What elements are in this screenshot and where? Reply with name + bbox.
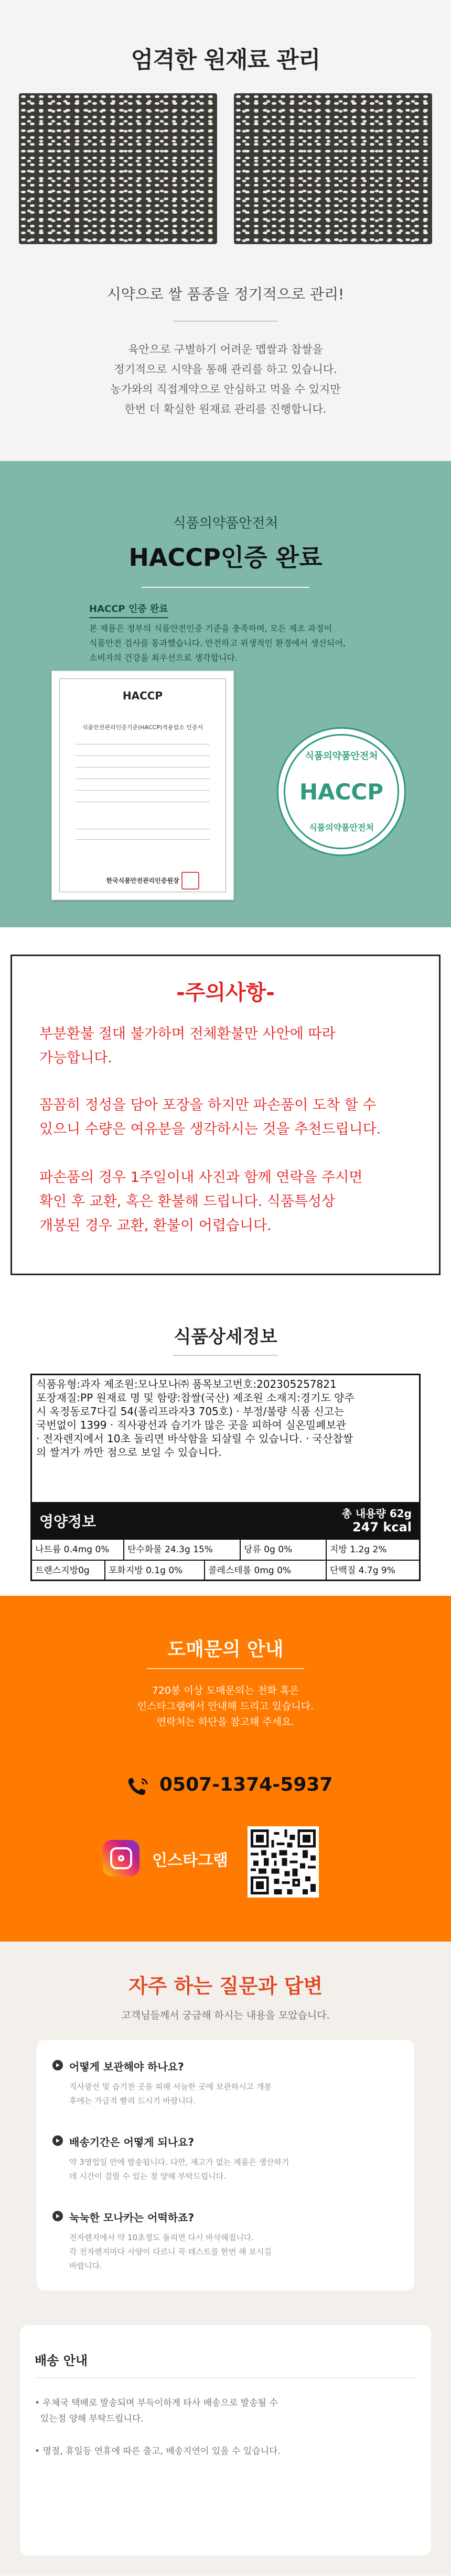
quality-body-line: 한번 더 확실한 원재료 관리를 진행합니다.: [124, 403, 327, 415]
haccp-badge: [277, 727, 406, 856]
nutrition-title: 식품상세정보: [174, 1327, 277, 1347]
delivery-section: [0, 2309, 451, 2575]
certificate-line: [76, 755, 210, 756]
quality-section: [0, 0, 451, 461]
faq-card: [37, 2040, 414, 2290]
certificate-border: [59, 678, 226, 892]
quality-divider: [173, 321, 278, 322]
faq-question: 어떻게 보관해야 하나요?: [69, 2060, 184, 2073]
rice-sample-image-left: [19, 93, 217, 244]
delivery-item-line: 있는점 양해 부탁드립니다.: [35, 2414, 144, 2424]
food-label-text: [36, 1377, 355, 1459]
wholesale-body-line: 인스타그램에서 안내해 드리고 있습니다.: [137, 1701, 314, 1712]
faq-answer-line: 각 전자렌지마다 사양이 다르니 꼭 테스트를 한번 해 보시길: [69, 2247, 272, 2256]
haccp-body-line: 소비자의 건강을 최우선으로 생각합니다.: [89, 653, 238, 663]
rice-sample-image-right: [234, 93, 432, 244]
food-label: [30, 1374, 421, 1581]
play-bullet-icon: [52, 2135, 63, 2146]
wholesale-body: [0, 1683, 451, 1730]
calories: 247 kcal: [352, 1520, 412, 1534]
wholesale-body-line: 720봉 이상 도매문의는 전화 혹은: [152, 1685, 299, 1696]
certificate-line: [76, 839, 210, 840]
food-label-line: 시 옥정동로7다길 54(폴리프라자3 705호) · 부정/불량 식품 신고는: [36, 1405, 345, 1418]
phone-icon: [126, 1776, 151, 1797]
nutrition-section: [0, 1299, 451, 1596]
qr-code[interactable]: [248, 1826, 319, 1898]
nutrition-cell: 콜레스테롤 0mg 0%: [205, 1561, 327, 1581]
phone-number-link[interactable]: 0507-1374-5937: [159, 1774, 333, 1795]
delivery-item: [35, 2395, 278, 2427]
certificate-logo: HACCP: [122, 689, 163, 702]
delivery-item-line: • 명절, 휴일등 연휴에 따른 출고, 배송지연이 있을 수 있습니다.: [35, 2446, 281, 2457]
certificate-line: [76, 767, 210, 768]
delivery-card: [20, 2325, 431, 2556]
caution-line: 부분환불 절대 불가하며 전체환불만 사안에 따라: [39, 1026, 336, 1042]
instagram-icon-lens: [118, 1855, 124, 1861]
caution-section: [0, 927, 451, 1299]
haccp-body-line: 본 제품은 정부의 식품안전인증 기준을 충족하며, 모든 제조 과정이: [89, 623, 332, 633]
faq-answer: [69, 2080, 272, 2108]
quality-body-line: 농가와의 직접계약으로 안심하고 먹을 수 있지만: [110, 383, 341, 396]
faq-question: 배송기간은 어떻게 되나요?: [69, 2136, 195, 2149]
instagram-link[interactable]: 인스타그램: [152, 1851, 228, 1870]
nutrition-cell: 단백질 4.7g 9%: [330, 1565, 395, 1576]
certificate-stamp: [181, 872, 199, 890]
nutrition-cell: 지방 1.2g 2%: [330, 1544, 387, 1555]
quality-body-line: 정기적으로 시약을 통해 관리를 하고 있습니다.: [114, 363, 337, 376]
wholesale-divider: [147, 1668, 304, 1669]
faq-answer-line: 직사광선 및 습기찬 곳을 피해 서늘한 곳에 보관하시고 개봉: [69, 2082, 272, 2091]
haccp-body-line: 식품안전 검사를 통과했습니다. 안전하고 위생적인 환경에서 생산되어,: [89, 638, 346, 648]
wholesale-section: [0, 1596, 451, 1942]
haccp-divider: [142, 587, 309, 588]
haccp-title: HACCP인증 완료: [128, 543, 323, 572]
faq-question: 눅눅한 모나카는 어떡하죠?: [69, 2211, 195, 2224]
nutrition-panel-title: 영양정보: [39, 1513, 96, 1530]
food-label-line: 의 쌀겨가 까만 점으로 보일 수 있습니다.: [36, 1446, 222, 1459]
faq-answer-line: 바랍니다.: [69, 2261, 102, 2271]
caution-paragraph: [39, 1022, 336, 1070]
food-label-line: 국번없이 1399 · 직사광선과 습기가 많은 곳을 피하여 실온밀폐보관: [36, 1419, 347, 1431]
instagram-icon-frame: [110, 1847, 132, 1869]
wholesale-body-line: 연락처는 하단을 참고해 주세요.: [156, 1716, 295, 1728]
haccp-section: [0, 461, 451, 927]
nutrition-row: [32, 1560, 419, 1581]
qr-code-graphic: [251, 1829, 316, 1894]
nutrition-cell: 포화지방 0.1g 0%: [105, 1561, 205, 1581]
haccp-body: [89, 621, 346, 665]
total-amount: 총 내용량 62g: [341, 1507, 412, 1520]
caution-line: 파손품의 경우 1주일이내 사진과 함께 연락을 주시면: [39, 1169, 363, 1186]
faq-answer-line: 전자렌지에서 약 10초정도 돌리면 다시 바삭해집니다.: [69, 2233, 254, 2242]
caution-line: 꼼꼼히 정성을 담아 포장을 하지만 파손품이 도착 할 수: [39, 1097, 377, 1113]
faq-subtitle: 고객님들께서 궁금해 하시는 내용을 모았습니다.: [121, 2010, 330, 2021]
caution-line: 확인 후 교환, 혹은 환불해 드립니다. 식품특성상: [39, 1193, 336, 1210]
delivery-item-line: • 우체국 택배로 발송되며 부득이하게 타사 배송으로 발송될 수: [35, 2398, 278, 2408]
quality-title: 엄격한 원재료 관리: [131, 47, 320, 73]
certificate-title: 식품안전관리인증기준(HACCP)적용업소 인증서: [82, 724, 203, 731]
nutrition-cell: 당류 0g 0%: [241, 1540, 327, 1560]
caution-paragraph: [39, 1093, 381, 1142]
faq-answer-line: 후에는 가급적 빨리 드시기 바랍니다.: [69, 2096, 196, 2106]
caution-line: 가능합니다.: [39, 1050, 112, 1066]
haccp-certificate: [51, 671, 234, 900]
certificate-org: 한국식품안전관리인증원장: [106, 877, 179, 884]
caution-title: -주의사항-: [176, 981, 275, 1005]
nutrition-cell: 트랜스지방0g: [32, 1561, 105, 1581]
nutrition-cell: 탄수화물 24.3g 15%: [124, 1540, 241, 1560]
quality-body: [0, 339, 451, 419]
play-bullet-icon: [52, 2211, 63, 2221]
nutrition-panel-header: [32, 1502, 419, 1539]
food-label-line: · 전자렌지에서 10초 돌리면 바삭함을 되살릴 수 있습니다. · 국산찹쌀: [36, 1432, 353, 1445]
nutrition-divider: [173, 1355, 278, 1356]
badge-haccp-text: HACCP: [299, 779, 384, 805]
faq-section: [0, 1942, 451, 2309]
food-label-line: 식품유형:과자 제조원:모나모나㈜ 품목보고번호:202305257821: [36, 1378, 337, 1390]
wholesale-title: 도매문의 안내: [167, 1639, 284, 1660]
food-label-line: 포장재질:PP 원재료 명 및 함량:찹쌀(국산) 제조원 소재지:경기도 양주: [36, 1391, 355, 1404]
quality-subtitle: 시약으로 쌀 품종을 정기적으로 관리!: [106, 286, 345, 303]
caution-line: 개봉된 경우 교환, 환불이 어렵습니다.: [39, 1218, 272, 1234]
caution-line: 있으니 수량은 여유분을 생각하시는 것을 추천드립니다.: [39, 1121, 381, 1137]
faq-title: 자주 하는 질문과 답변: [128, 1975, 323, 1998]
faq-answer: [69, 2155, 289, 2184]
nutrition-row: [32, 1539, 419, 1560]
badge-bottom-text: 식품의약품안전처: [309, 823, 374, 832]
nutrition-cell: 나트륨 0.4mg 0%: [32, 1540, 124, 1560]
instagram-icon[interactable]: [103, 1840, 139, 1877]
play-bullet-icon: [52, 2060, 63, 2070]
faq-answer: [69, 2231, 272, 2273]
haccp-section-label: HACCP 인증 완료: [89, 601, 168, 618]
faq-answer-line: 데 시간이 걸릴 수 있는 점 양해 부탁드립니다.: [69, 2172, 226, 2181]
haccp-agency: 식품의약품안전처: [173, 516, 278, 531]
badge-top-text: 식품의약품안전처: [305, 751, 378, 762]
delivery-divider: [35, 2377, 416, 2378]
caution-paragraph: [39, 1166, 362, 1238]
faq-answer-line: 약 3영업일 안에 발송됩니다. 다만, 재고가 없는 제품은 생산하기: [69, 2157, 289, 2167]
quality-body-line: 육안으로 구별하기 어려운 멥쌀과 찹쌀을: [128, 343, 323, 356]
caution-box: [10, 955, 441, 1275]
delivery-item: [35, 2443, 281, 2459]
delivery-title: 배송 안내: [35, 2353, 88, 2368]
certificate-line: [76, 790, 210, 791]
